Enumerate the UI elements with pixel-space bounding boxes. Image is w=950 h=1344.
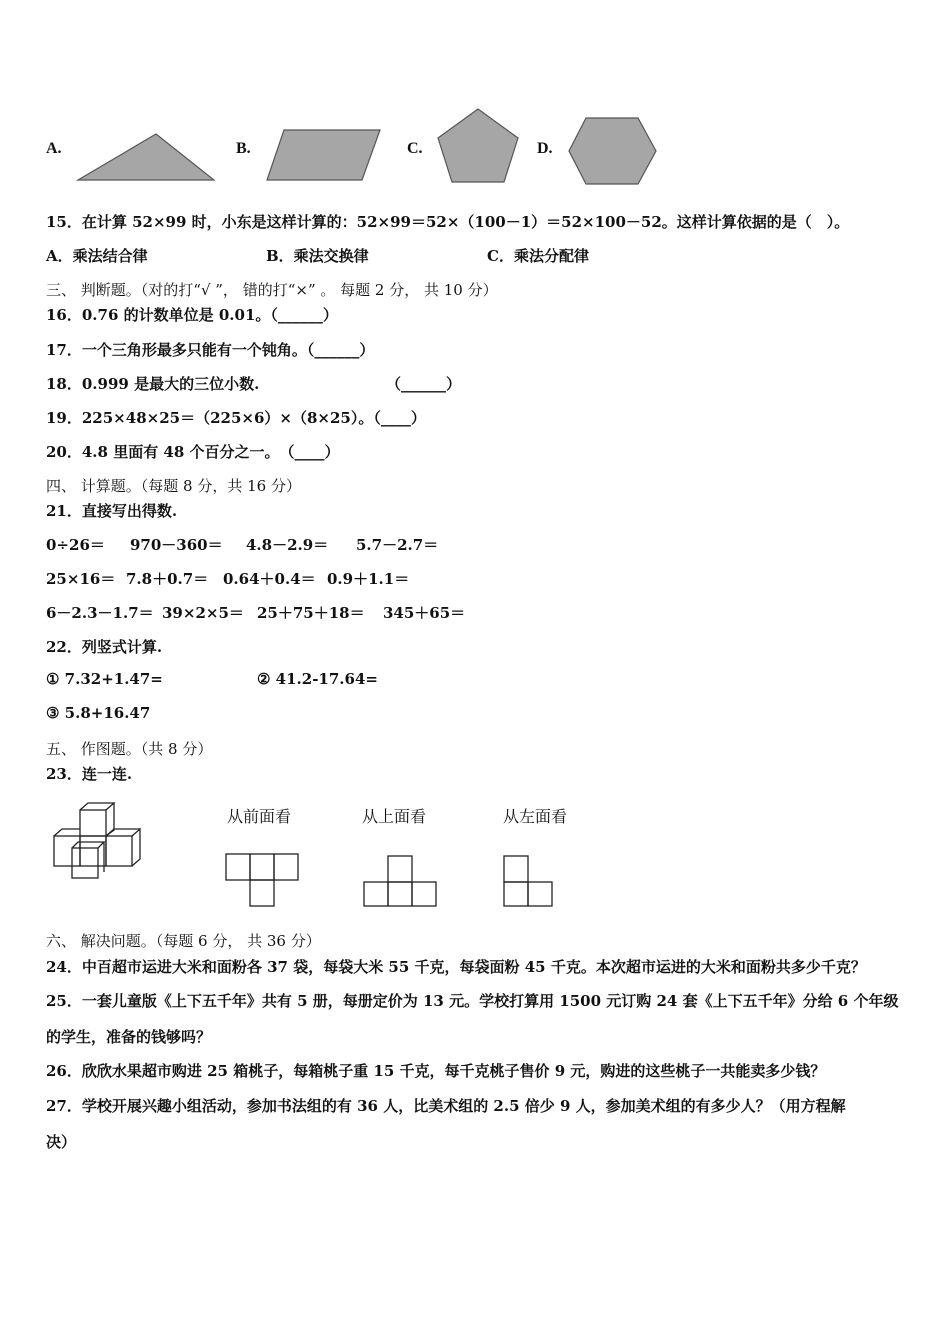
view-left-label: 从左面看 (503, 807, 568, 826)
calc-r2-c1: 25×16＝ (46, 570, 116, 588)
view-front-label: 从前面看 (227, 807, 292, 826)
calc-r3-c1: 6－2.3－1.7＝ (46, 604, 154, 622)
view-top-label: 从上面看 (362, 807, 427, 826)
option-a-label: A. (46, 140, 62, 157)
front-view-figure (224, 852, 304, 908)
question-23: 23．连一连. (46, 765, 133, 783)
question-18-blank: （______） (386, 375, 462, 393)
question-18: 18．0.999 是最大的三位小数. (46, 375, 260, 393)
pentagon-shape (434, 106, 524, 186)
section-4-heading: 四、 计算题。（每题 8 分，共 16 分） (46, 477, 301, 495)
hexagon-shape (566, 114, 660, 188)
calc-r1-c2: 970－360＝ (130, 536, 223, 554)
question-26: 26．欣欣水果超市购进 25 箱桃子，每箱桃子重 15 千克，每千克桃子售价 9 元，购进的这些桃子一共能卖多少钱？ (46, 1062, 826, 1080)
question-27-line1: 27．学校开展兴趣小组活动，参加书法组的有 36 人，比美术组的 2.5 倍少 9 人，参加美术组的有多少人？（用方程解 (46, 1097, 846, 1115)
option-d-label: D. (537, 140, 553, 157)
section-6-heading: 六、 解决问题。（每题 6 分， 共 36 分） (46, 932, 321, 950)
calc-r1-c4: 5.7－2.7＝ (356, 536, 439, 554)
q15-option-c: C．乘法分配律 (487, 247, 589, 265)
calc-r2-c2: 7.8＋0.7＝ (126, 570, 209, 588)
question-20: 20．4.8 里面有 48 个百分之一。 （____） (46, 443, 340, 461)
section-5-heading: 五、 作图题。（共 8 分） (46, 740, 213, 758)
question-25-line2: 的学生，准备的钱够吗？ (46, 1028, 212, 1046)
question-17: 17．一个三角形最多只能有一个钝角。（______） (46, 341, 375, 359)
question-16: 16．0.76 的计数单位是 0.01。（______） (46, 306, 338, 324)
calc-r2-c3: 0.64＋0.4＝ (223, 570, 316, 588)
option-c-label: C. (407, 140, 423, 157)
left-view-figure (502, 854, 556, 910)
cube-stack-figure (48, 800, 148, 884)
section-3-heading: 三、 判断题。（对的打“√ ”， 错的打“×” 。 每题 2 分， 共 10 分） (46, 281, 498, 299)
q15-option-a: A．乘法结合律 (46, 247, 148, 265)
calc-r2-c4: 0.9＋1.1＝ (327, 570, 410, 588)
option-b-label: B. (236, 140, 251, 157)
calc-r3-c4: 345＋65＝ (383, 604, 466, 622)
vertical-calc-3: ③ 5.8+16.47 (46, 704, 151, 722)
question-15: 15．在计算 52×99 时，小东是这样计算的：52×99＝52×（100－1）＝52×100－52。这样计算依据的是（ ）。 (46, 213, 850, 231)
vertical-calc-1: ① 7.32+1.47= (46, 670, 163, 688)
calc-r3-c2: 39×2×5＝ (162, 604, 244, 622)
question-19: 19．225×48×25＝（225×6）×（8×25）。（____） (46, 409, 426, 427)
question-22: 22．列竖式计算. (46, 638, 163, 656)
calc-r1-c3: 4.8－2.9＝ (246, 536, 329, 554)
calc-r3-c3: 25＋75＋18＝ (257, 604, 365, 622)
calc-r1-c1: 0÷26＝ (46, 536, 105, 554)
q15-option-b: B．乘法交换律 (266, 247, 369, 265)
vertical-calc-2: ② 41.2-17.64= (257, 670, 378, 688)
question-27-line2: 决） (46, 1133, 77, 1151)
parallelogram-shape (264, 126, 384, 184)
triangle-shape (74, 130, 218, 184)
top-view-figure (362, 854, 442, 910)
question-25-line1: 25．一套儿童版《上下五千年》共有 5 册，每册定价为 13 元。学校打算用 1500 元订购 24 套《上下五千年》分给 6 个年级 (46, 992, 899, 1010)
question-24: 24．中百超市运进大米和面粉各 37 袋，每袋大米 55 千克，每袋面粉 45 千克。本次超市运进的大米和面粉共多少千克？ (46, 958, 866, 976)
question-21: 21．直接写出得数. (46, 502, 178, 520)
